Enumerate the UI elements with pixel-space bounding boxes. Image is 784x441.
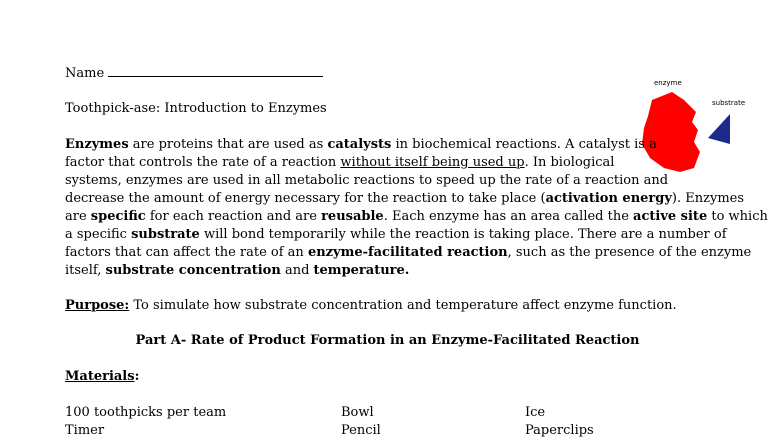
materials-heading: Materials: bbox=[65, 369, 140, 384]
intro-line-1: Enzymes are proteins that are used as catalysts in biochemical reactions. A catalyst is a bbox=[65, 137, 657, 152]
list-item: Bowl bbox=[341, 405, 374, 420]
list-item: 100 toothpicks per team bbox=[65, 405, 227, 420]
intro-line-7: factors that can affect the rate of an enzyme-facilitated reaction, such as the presence of the enzyme bbox=[65, 245, 752, 260]
list-item: Pencil bbox=[341, 423, 381, 438]
page-title: Toothpick-ase: Introduction to Enzymes bbox=[65, 101, 327, 116]
substrate-shape bbox=[708, 114, 730, 144]
enzyme-shape bbox=[642, 92, 700, 172]
name-label: Name bbox=[65, 66, 105, 81]
substrate-label: substrate bbox=[712, 99, 746, 107]
materials-col-3 bbox=[525, 404, 594, 440]
purpose-label: Purpose: bbox=[65, 298, 130, 313]
materials-col-2 bbox=[341, 404, 381, 440]
intro-line-3: systems, enzymes are used in all metabolic reactions to speed up the rate of a reaction and bbox=[65, 173, 669, 188]
purpose-line bbox=[65, 297, 677, 315]
enzyme-label: enzyme bbox=[654, 79, 682, 87]
name-blank[interactable] bbox=[108, 64, 323, 77]
enzyme-substrate-figure bbox=[636, 72, 766, 182]
name-line bbox=[65, 64, 323, 83]
intro-line-5: are specific for each reaction and are reusable. Each enzyme has an area called the active site to which bbox=[65, 209, 768, 224]
part-a-heading: Part A- Rate of Product Formation in an Enzyme-Facilitated Reaction bbox=[135, 333, 640, 348]
materials-col-1 bbox=[65, 404, 226, 440]
enzyme-substrate-drawing bbox=[636, 72, 766, 182]
purpose-text: To simulate how substrate concentration and temperature affect enzyme function. bbox=[129, 298, 677, 313]
intro-line-8: itself, substrate concentration and temperature. bbox=[65, 263, 410, 278]
intro-line-6: a specific substrate will bond temporarily while the reaction is taking place. There are a number of bbox=[65, 227, 727, 242]
list-item: Timer bbox=[65, 423, 105, 438]
intro-line-2: factor that controls the rate of a reaction without itself being used up. In biological bbox=[65, 155, 615, 170]
intro-line-4: decrease the amount of energy necessary for the reaction to take place (activation energy). Enzymes bbox=[65, 191, 745, 206]
list-item: Paperclips bbox=[525, 423, 594, 438]
list-item: Ice bbox=[525, 405, 546, 420]
